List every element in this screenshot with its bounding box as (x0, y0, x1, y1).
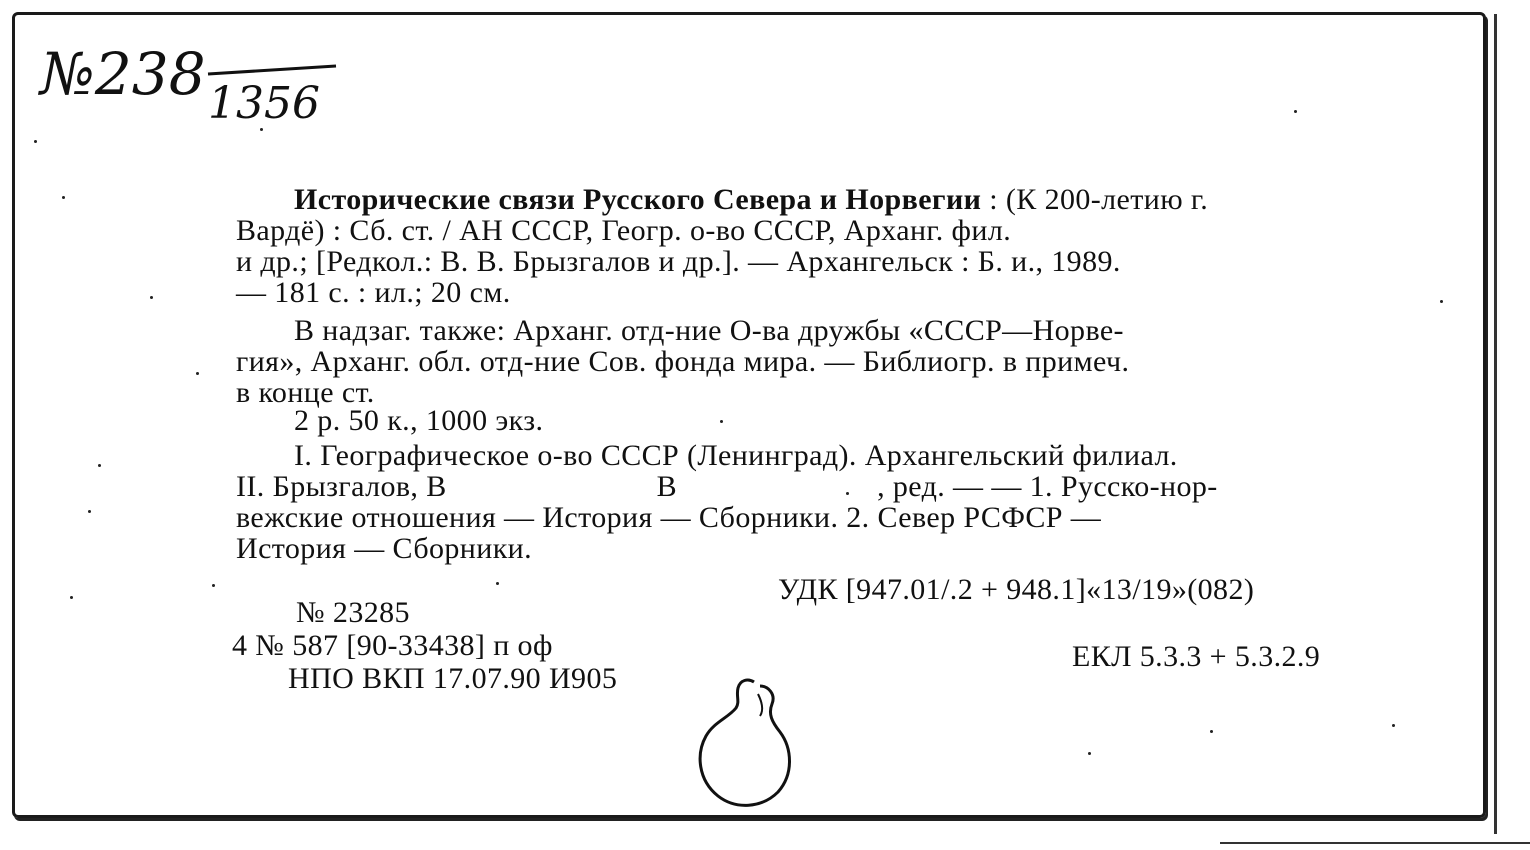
stamp-mark (688, 672, 798, 812)
price-line: 2 р. 50 к., 1000 экз. (294, 404, 544, 437)
entry-title-rest: : (К 200-летию г. (989, 183, 1209, 216)
scan-speck (34, 140, 37, 143)
scan-speck (196, 372, 199, 375)
note-line-2: гия», Арханг. обл. отд-ние Сов. фонда мира. — Библиогр. в примеч. (236, 345, 1130, 378)
tracing-line-1: I. Географическое о-во СССР (Ленинград). Архангельский филиал. (294, 439, 1178, 472)
tracing-line-2c: , ред. — — 1. Русско-нор- (877, 470, 1218, 503)
tracing-line-4: История — Сборники. (236, 532, 533, 565)
scan-speck (1440, 300, 1443, 303)
card-edge-bottom (1220, 842, 1530, 844)
scan-speck (212, 584, 215, 587)
handwritten-number: №238 (40, 40, 206, 108)
record-number: № 23285 (296, 596, 410, 629)
scan-speck (1294, 110, 1297, 113)
scan-speck (1210, 730, 1213, 733)
price-line-block (236, 405, 1416, 436)
handwritten-inventory-number (38, 24, 358, 124)
scan-speck (846, 492, 849, 495)
note-line-1: В надзаг. также: Арханг. отд-ние О-ва дружбы «СССР—Норве- (294, 314, 1124, 347)
notes (236, 315, 1416, 408)
order-line: 4 № 587 [90-33438] п оф (232, 629, 553, 662)
npo-line: НПО ВКП 17.07.90 И905 (288, 662, 618, 695)
scan-speck (150, 296, 153, 299)
udk-code: УДК [947.01/.2 + 948.1]«13/19»(082) (778, 573, 1255, 606)
entry-line-3: и др.; [Редкол.: В. В. Брызгалов и др.]. — Архангельск : Б. и., 1989. (236, 245, 1121, 278)
ekl-code: ЕКЛ 5.3.3 + 5.3.2.9 (1072, 640, 1321, 673)
scan-speck (62, 196, 65, 199)
scan-speck (98, 464, 101, 467)
tracing-line-3: вежские отношения — История — Сборники. 2. Север РСФСР — (236, 501, 1102, 534)
scan-speck (720, 420, 723, 423)
tracing-line-2a: II. Брызгалов, В (236, 470, 447, 503)
entry-line-2: Вардё) : Сб. ст. / АН СССР, Геогр. о-во СССР, Арханг. фил. (236, 214, 1012, 247)
card-edge-right (1494, 14, 1497, 834)
entry-line-4: — 181 с. : ил.; 20 см. (236, 276, 511, 309)
scan-speck (1392, 724, 1395, 727)
scan-speck (496, 582, 499, 585)
scan-speck (70, 596, 73, 599)
bibliographic-description (236, 184, 1416, 308)
handwritten-fraction: 1356 (208, 78, 320, 124)
tracing-line-2 (236, 471, 1416, 502)
entry-title: Исторические связи Русского Севера и Норвегии (294, 183, 982, 216)
note-line-3: в конце ст. (236, 376, 375, 409)
scan-speck (88, 510, 91, 513)
tracing-line-2b: В (656, 470, 678, 503)
scan-speck (260, 128, 263, 131)
tracings (236, 440, 1416, 564)
scan-speck (1088, 752, 1091, 755)
